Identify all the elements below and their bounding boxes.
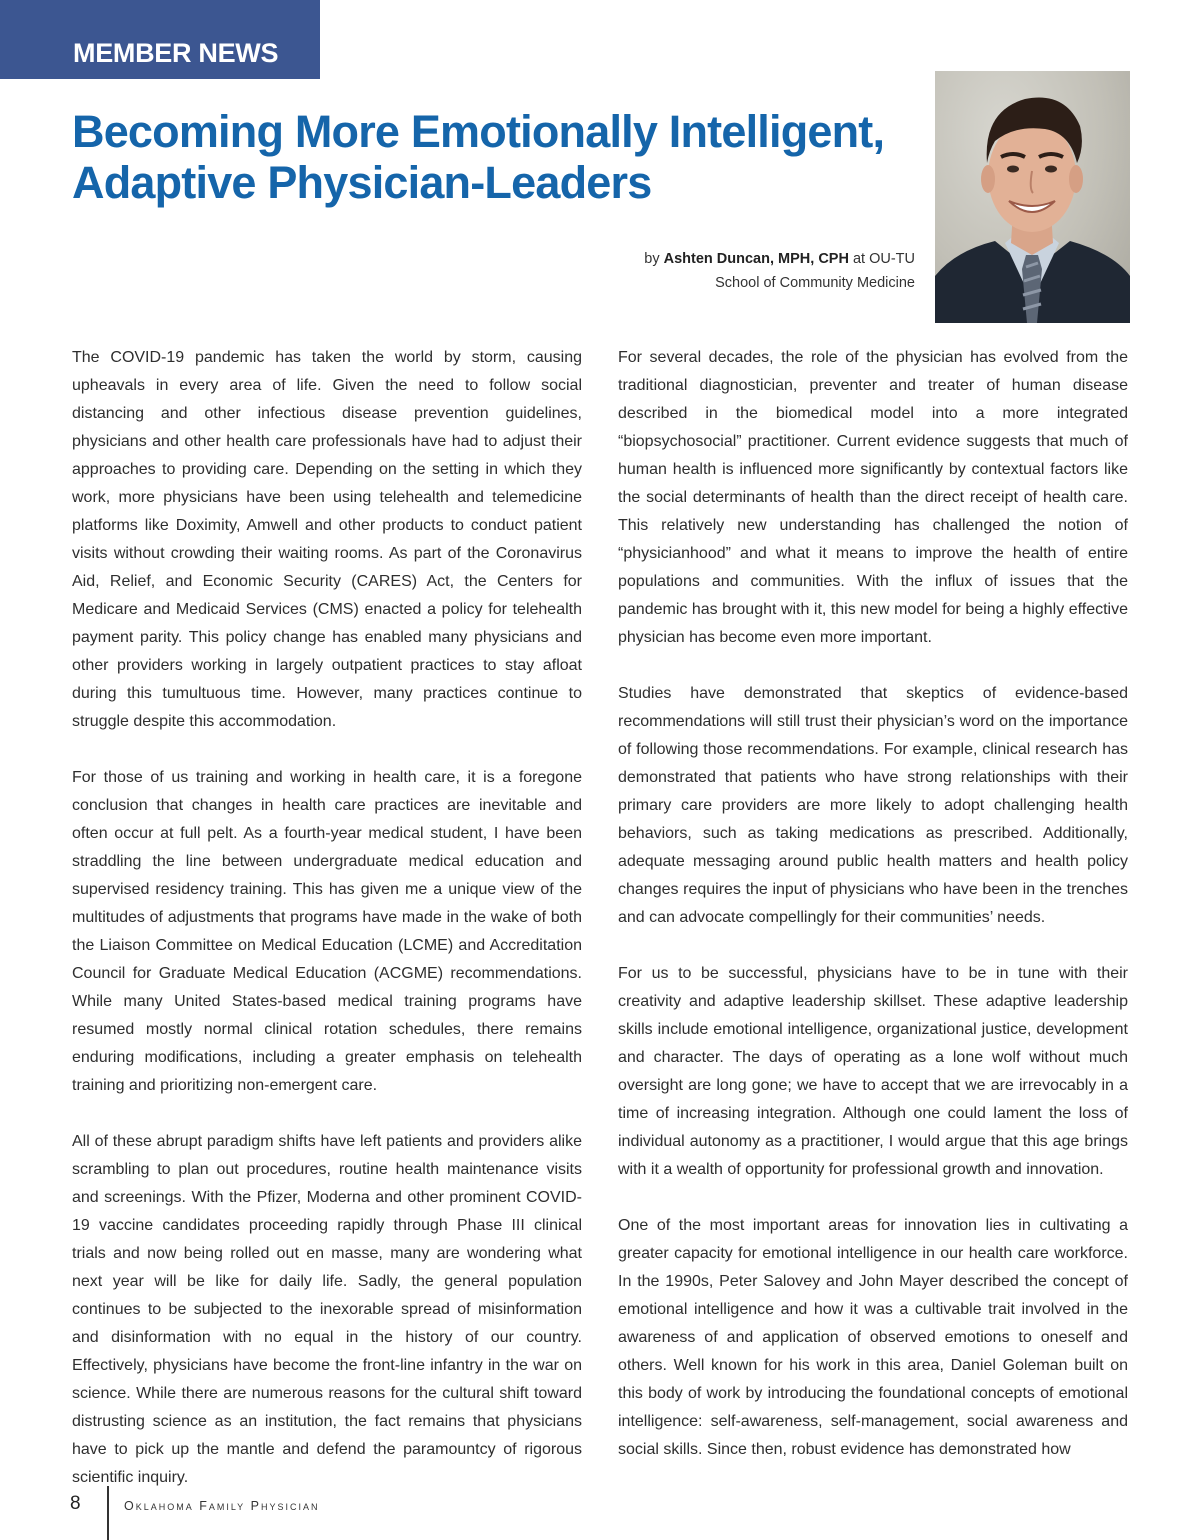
paragraph: The COVID-19 pandemic has taken the world by storm, causing upheavals in every area of life. Given the need to follow social distancing and other infectious disease prevention guidelines, physicians and other health care professionals have had to adjust their approaches to providing care. Depending on the setting in which they work, more physicians have been using telehealth and telemedicine platforms like Doximity, Amwell and other products to conduct patient visits without crowding their waiting rooms. As part of the Coronavirus Aid, Relief, and Economic Security (CARES) Act, the Centers for Medicare and Medicaid Services (CMS) enacted a policy for telehealth payment parity. This policy change has enabled many physicians and other providers working in largely outpatient practices to stay afloat during this tumultuous time. However, many practices continue to struggle despite this accommodation. [72, 349, 582, 730]
paragraph: One of the most important areas for innovation lies in cultivating a greater capacity for emotional intelligence in our health care workforce. In the 1990s, Peter Salovey and John Mayer described the concept of emotional intelligence and how it was a cultivable trait involved in the awareness of and application of observed emotions to oneself and others. Well known for his work in this area, Daniel Goleman built on this body of work by introducing the foundational concepts of emotional intelligence: self-awareness, self-management, social awareness and social skills. Since then, robust evidence has demonstrated how [618, 1217, 1128, 1458]
paragraph: Studies have demonstrated that skeptics of evidence-based recommendations will still trust their physician’s word on the importance of following those recommendations. For example, clinical research has demonstrated that patients who have strong relationships with their primary care providers are more likely to adopt challenging health behaviors, such as taking medications as prescribed. Additionally, adequate messaging around public health matters and health policy changes requires the input of physicians who have been in the trenches and can advocate compellingly for their communities’ needs. [618, 685, 1128, 926]
article-title-line-1: Becoming More Emotionally Intelligent, [72, 106, 885, 157]
article-title [72, 106, 932, 208]
paragraph: For those of us training and working in health care, it is a foregone conclusion that changes in health care practices are inevitable and often occur at full pelt. As a fourth-year medical student, I have been straddling the line between undergraduate medical education and supervised residency training. This has given me a unique view of the multitudes of adjustments that programs have made in the wake of both the Liaison Committee on Medical Education (LCME) and Accreditation Council for Graduate Medical Education (ACGME) recommendations. While many United States-based medical training programs have resumed mostly normal clinical rotation schedules, there remains enduring modifications, including a greater emphasis on telehealth training and prioritizing non-emergent care. [72, 769, 582, 1094]
page-number: 8 [70, 1493, 81, 1514]
footer-divider [107, 1486, 109, 1540]
publication-name: Oklahoma Family Physician [124, 1499, 320, 1513]
article-title-line-2: Adaptive Physician-Leaders [72, 157, 652, 208]
byline-at: at OU-TU [852, 251, 915, 267]
author-portrait-illustration [935, 71, 1130, 323]
byline-author: Ashten Duncan, MPH, CPH [663, 251, 849, 267]
byline [644, 247, 915, 295]
byline-prefix: by [644, 251, 660, 267]
byline-affiliation: School of Community Medicine [715, 275, 915, 291]
author-photo [935, 71, 1130, 323]
article-column-right [618, 344, 1128, 1464]
article-column-left [72, 344, 582, 1492]
paragraph: For us to be successful, physicians have to be in tune with their creativity and adaptive leadership skillset. These adaptive leadership skills include emotional intelligence, organizational justice, development and character. The days of operating as a lone wolf without much oversight are long gone; we have to accept that we are irrevocably in a time of increasing integration. Although one could lament the loss of individual autonomy as a practitioner, I would argue that this age brings with it a wealth of opportunity for professional growth and innovation. [618, 965, 1128, 1178]
paragraph: For several decades, the role of the physician has evolved from the traditional diagnostician, preventer and treater of human disease described in the biomedical model into a more integrated “biopsychosocial” practitioner. Current evidence suggests that much of human health is influenced more significantly by contextual factors like the social determinants of health than the direct receipt of health care. This relatively new understanding has challenged the notion of “physicianhood” and what it means to improve the health of entire populations and communities. With the influx of issues that the pandemic has brought with it, this new model for being a highly effective physician has become even more important. [618, 349, 1128, 646]
section-label: MEMBER NEWS [0, 0, 320, 79]
paragraph: All of these abrupt paradigm shifts have left patients and providers alike scrambling to plan out procedures, routine health maintenance visits and screenings. With the Pfizer, Moderna and other prominent COVID-19 vaccine candidates proceeding rapidly through Phase III clinical trials and now being rolled out en masse, many are wondering what next year will be like for daily life. Sadly, the general population continues to be subjected to the inexorable spread of misinformation and disinformation with no equal in the history of our country. Effectively, physicians have become the front-line infantry in the war on science. While there are numerous reasons for the cultural shift toward distrusting science as an institution, the fact remains that physicians have to pick up the mantle and defend the paramountcy of rigorous scientific inquiry. [72, 1133, 582, 1486]
